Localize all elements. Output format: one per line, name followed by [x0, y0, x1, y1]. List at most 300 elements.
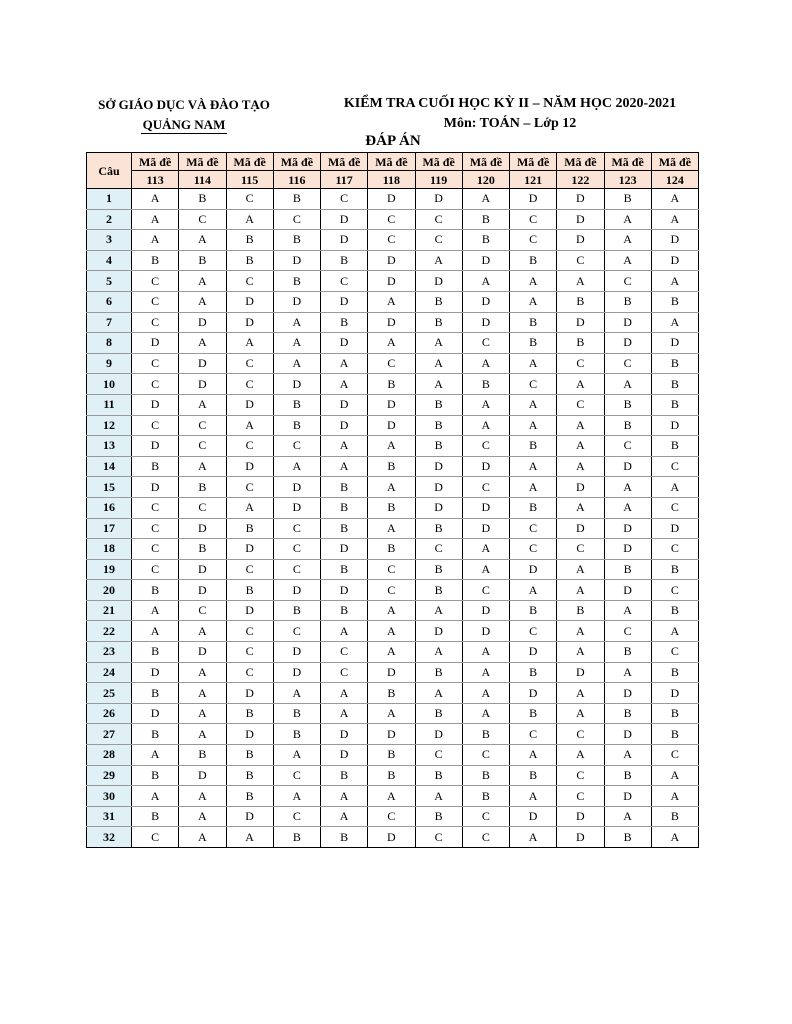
answer-cell: B — [273, 189, 320, 210]
answer-cell: D — [321, 209, 368, 230]
answer-cell: B — [226, 745, 273, 766]
answer-cell: C — [179, 415, 226, 436]
answer-cell: C — [132, 374, 179, 395]
answer-cell: D — [132, 394, 179, 415]
answer-cell: A — [368, 333, 415, 354]
answer-cell: D — [651, 230, 698, 251]
answer-cell: D — [179, 642, 226, 663]
answer-cell: D — [368, 724, 415, 745]
answer-cell: D — [557, 189, 604, 210]
question-number: 14 — [87, 456, 132, 477]
table-row — [87, 415, 699, 436]
answer-cell: D — [415, 271, 462, 292]
answer-cell: B — [510, 703, 557, 724]
answer-cell: A — [557, 436, 604, 457]
answer-cell: C — [415, 827, 462, 848]
answer-cell: B — [273, 827, 320, 848]
answer-cell: B — [415, 559, 462, 580]
answer-cell: B — [179, 189, 226, 210]
answer-cell: B — [462, 786, 509, 807]
answer-cell: B — [415, 580, 462, 601]
answer-cell: A — [510, 291, 557, 312]
exam-code: 117 — [321, 171, 368, 189]
answer-cell: D — [132, 477, 179, 498]
answer-cell: C — [321, 189, 368, 210]
answer-cell: B — [462, 765, 509, 786]
answer-cell: D — [604, 724, 651, 745]
table-row — [87, 312, 699, 333]
answer-key-table — [86, 152, 699, 848]
answer-cell: B — [321, 497, 368, 518]
answer-cell: D — [226, 312, 273, 333]
exam-code: 120 — [462, 171, 509, 189]
answer-cell: A — [179, 662, 226, 683]
question-number: 20 — [87, 580, 132, 601]
answer-cell: C — [462, 827, 509, 848]
answer-cell: D — [226, 806, 273, 827]
question-number: 11 — [87, 394, 132, 415]
answer-cell: C — [510, 209, 557, 230]
answer-cell: A — [368, 600, 415, 621]
question-number: 29 — [87, 765, 132, 786]
answer-cell: D — [179, 518, 226, 539]
table-row — [87, 209, 699, 230]
answer-cell: D — [226, 456, 273, 477]
answer-cell: D — [368, 415, 415, 436]
question-number: 15 — [87, 477, 132, 498]
answer-cell: B — [651, 559, 698, 580]
answer-cell: D — [462, 497, 509, 518]
answer-cell: A — [651, 209, 698, 230]
answer-cell: C — [226, 374, 273, 395]
answer-cell: B — [557, 600, 604, 621]
answer-cell: A — [604, 477, 651, 498]
answer-cell: B — [651, 806, 698, 827]
answer-cell: A — [368, 291, 415, 312]
answer-cell: C — [273, 209, 320, 230]
answer-cell: B — [604, 291, 651, 312]
answer-cell: D — [273, 662, 320, 683]
table-header-row — [87, 153, 699, 171]
answer-cell: D — [462, 456, 509, 477]
answer-cell: B — [321, 559, 368, 580]
answer-cell: A — [273, 353, 320, 374]
answer-cell: D — [651, 415, 698, 436]
code-label: Mã đề — [132, 153, 179, 171]
table-row — [87, 291, 699, 312]
answer-cell: A — [557, 745, 604, 766]
question-number: 6 — [87, 291, 132, 312]
answer-cell: D — [321, 580, 368, 601]
answer-cell: C — [368, 230, 415, 251]
answer-cell: B — [273, 271, 320, 292]
code-label: Mã đề — [462, 153, 509, 171]
answer-cell: D — [321, 230, 368, 251]
answer-cell: C — [132, 518, 179, 539]
answer-cell: D — [651, 333, 698, 354]
question-number: 12 — [87, 415, 132, 436]
answer-rows — [87, 189, 699, 848]
answer-cell: D — [557, 230, 604, 251]
answer-cell: D — [273, 497, 320, 518]
answer-cell: C — [226, 477, 273, 498]
table-row — [87, 189, 699, 210]
answer-cell: B — [415, 765, 462, 786]
answer-cell: A — [132, 209, 179, 230]
answer-cell: D — [368, 189, 415, 210]
answer-cell: A — [604, 662, 651, 683]
answer-cell: D — [510, 559, 557, 580]
answer-cell: D — [557, 518, 604, 539]
table-row — [87, 333, 699, 354]
answer-cell: C — [179, 436, 226, 457]
answer-cell: D — [368, 250, 415, 271]
table-row — [87, 600, 699, 621]
answer-cell: B — [226, 518, 273, 539]
answer-cell: C — [604, 621, 651, 642]
answer-cell: A — [510, 456, 557, 477]
answer-cell: B — [226, 250, 273, 271]
answer-cell: C — [226, 271, 273, 292]
answer-cell: A — [604, 600, 651, 621]
province-name: QUẢNG NAM — [142, 117, 226, 132]
answer-cell: D — [321, 333, 368, 354]
answer-cell: C — [415, 209, 462, 230]
question-number: 28 — [87, 745, 132, 766]
answer-cell: B — [368, 497, 415, 518]
answer-cell: A — [557, 642, 604, 663]
answer-cell: B — [462, 724, 509, 745]
answer-cell: D — [557, 209, 604, 230]
answer-cell: D — [273, 642, 320, 663]
answer-cell: B — [368, 456, 415, 477]
code-label: Mã đề — [368, 153, 415, 171]
answer-cell: C — [462, 580, 509, 601]
answer-cell: A — [462, 559, 509, 580]
code-label: Mã đề — [557, 153, 604, 171]
answer-cell: B — [604, 559, 651, 580]
table-row — [87, 539, 699, 560]
answer-cell: B — [179, 745, 226, 766]
answer-cell: A — [179, 456, 226, 477]
exam-code: 119 — [415, 171, 462, 189]
table-row — [87, 662, 699, 683]
answer-cell: A — [651, 312, 698, 333]
answer-cell: D — [179, 765, 226, 786]
answer-cell: A — [368, 436, 415, 457]
answer-cell: B — [604, 827, 651, 848]
answer-cell: A — [273, 333, 320, 354]
answer-cell: C — [604, 436, 651, 457]
answer-cell: A — [132, 189, 179, 210]
answer-cell: A — [368, 786, 415, 807]
answer-cell: D — [226, 394, 273, 415]
question-number: 27 — [87, 724, 132, 745]
answer-cell: C — [132, 539, 179, 560]
answer-cell: B — [651, 291, 698, 312]
answer-cell: C — [179, 600, 226, 621]
question-number: 16 — [87, 497, 132, 518]
answer-cell: A — [651, 189, 698, 210]
answer-key-title: ĐÁP ÁN — [365, 133, 421, 149]
question-number: 13 — [87, 436, 132, 457]
answer-cell: A — [557, 415, 604, 436]
question-number: 22 — [87, 621, 132, 642]
answer-cell: C — [273, 518, 320, 539]
answer-cell: C — [510, 374, 557, 395]
answer-cell: C — [510, 230, 557, 251]
answer-cell: C — [132, 415, 179, 436]
answer-cell: C — [226, 353, 273, 374]
answer-cell: D — [604, 333, 651, 354]
answer-cell: A — [557, 271, 604, 292]
answer-cell: C — [321, 662, 368, 683]
code-label: Mã đề — [651, 153, 698, 171]
answer-cell: C — [368, 209, 415, 230]
answer-cell: D — [462, 250, 509, 271]
answer-cell: C — [273, 765, 320, 786]
answer-cell: B — [132, 456, 179, 477]
question-number: 31 — [87, 806, 132, 827]
question-number: 32 — [87, 827, 132, 848]
answer-cell: C — [510, 621, 557, 642]
answer-cell: A — [651, 827, 698, 848]
table-row — [87, 230, 699, 251]
answer-cell: B — [651, 353, 698, 374]
question-number: 18 — [87, 539, 132, 560]
answer-cell: D — [321, 394, 368, 415]
answer-cell: A — [415, 683, 462, 704]
subject-line: Môn: TOÁN – Lớp 12 — [443, 116, 577, 131]
answer-cell: D — [368, 312, 415, 333]
answer-cell: C — [557, 724, 604, 745]
answer-cell: B — [604, 415, 651, 436]
answer-cell: A — [651, 786, 698, 807]
answer-cell: D — [557, 806, 604, 827]
answer-cell: B — [604, 394, 651, 415]
table-row — [87, 703, 699, 724]
answer-cell: A — [321, 786, 368, 807]
answer-cell: A — [321, 456, 368, 477]
answer-cell: D — [226, 291, 273, 312]
answer-cell: A — [462, 539, 509, 560]
answer-cell: B — [273, 724, 320, 745]
answer-cell: B — [226, 230, 273, 251]
answer-cell: D — [321, 745, 368, 766]
answer-cell: D — [557, 827, 604, 848]
answer-cell: C — [273, 559, 320, 580]
answer-cell: B — [321, 600, 368, 621]
answer-cell: C — [273, 436, 320, 457]
answer-cell: A — [557, 621, 604, 642]
answer-cell: A — [368, 518, 415, 539]
answer-cell: A — [179, 394, 226, 415]
answer-cell: D — [604, 786, 651, 807]
table-row — [87, 724, 699, 745]
answer-cell: A — [557, 374, 604, 395]
answer-cell: C — [132, 559, 179, 580]
answer-cell: D — [415, 724, 462, 745]
answer-cell: D — [510, 683, 557, 704]
answer-cell: B — [132, 806, 179, 827]
answer-cell: D — [179, 580, 226, 601]
exam-code: 118 — [368, 171, 415, 189]
answer-cell: D — [368, 827, 415, 848]
answer-cell: D — [462, 600, 509, 621]
answer-cell: B — [179, 250, 226, 271]
answer-cell: B — [651, 394, 698, 415]
answer-cell: D — [226, 600, 273, 621]
answer-cell: D — [462, 518, 509, 539]
answer-cell: C — [179, 209, 226, 230]
answer-cell: A — [179, 827, 226, 848]
answer-cell: A — [604, 250, 651, 271]
answer-cell: B — [651, 374, 698, 395]
answer-cell: A — [557, 683, 604, 704]
answer-cell: C — [226, 642, 273, 663]
table-row — [87, 250, 699, 271]
answer-cell: A — [273, 683, 320, 704]
answer-cell: C — [132, 271, 179, 292]
table-row — [87, 765, 699, 786]
table-row — [87, 394, 699, 415]
answer-cell: D — [415, 621, 462, 642]
answer-cell: D — [321, 291, 368, 312]
answer-cell: A — [321, 703, 368, 724]
answer-cell: B — [321, 477, 368, 498]
exam-code: 114 — [179, 171, 226, 189]
table-code-row — [87, 171, 699, 189]
answer-cell: C — [462, 806, 509, 827]
answer-cell: B — [510, 436, 557, 457]
answer-cell: D — [273, 374, 320, 395]
answer-cell: B — [321, 250, 368, 271]
answer-cell: B — [510, 662, 557, 683]
answer-cell: B — [368, 765, 415, 786]
table-row — [87, 642, 699, 663]
answer-cell: A — [179, 333, 226, 354]
answer-cell: D — [604, 580, 651, 601]
answer-cell: D — [415, 189, 462, 210]
answer-cell: A — [510, 477, 557, 498]
answer-cell: B — [226, 765, 273, 786]
answer-cell: D — [415, 497, 462, 518]
answer-cell: A — [273, 745, 320, 766]
answer-cell: A — [321, 436, 368, 457]
answer-cell: C — [462, 436, 509, 457]
answer-cell: A — [462, 353, 509, 374]
answer-cell: C — [226, 559, 273, 580]
table-row — [87, 621, 699, 642]
answer-cell: C — [651, 497, 698, 518]
answer-cell: A — [604, 745, 651, 766]
answer-cell: A — [415, 333, 462, 354]
answer-cell: A — [510, 580, 557, 601]
answer-cell: B — [651, 600, 698, 621]
answer-cell: D — [132, 703, 179, 724]
answer-cell: D — [226, 724, 273, 745]
answer-cell: C — [273, 806, 320, 827]
answer-cell: A — [226, 209, 273, 230]
exam-code: 124 — [651, 171, 698, 189]
answer-cell: A — [321, 353, 368, 374]
answer-cell: A — [368, 642, 415, 663]
answer-cell: A — [415, 353, 462, 374]
answer-cell: B — [273, 394, 320, 415]
answer-cell: B — [273, 703, 320, 724]
code-label: Mã đề — [321, 153, 368, 171]
answer-cell: D — [273, 250, 320, 271]
answer-cell: C — [415, 745, 462, 766]
question-number: 24 — [87, 662, 132, 683]
answer-cell: C — [510, 539, 557, 560]
answer-cell: C — [651, 456, 698, 477]
answer-cell: B — [321, 765, 368, 786]
code-label: Mã đề — [226, 153, 273, 171]
answer-cell: C — [604, 353, 651, 374]
answer-cell: C — [557, 539, 604, 560]
answer-cell: D — [415, 456, 462, 477]
question-number: 19 — [87, 559, 132, 580]
table-row — [87, 683, 699, 704]
answer-cell: D — [604, 456, 651, 477]
answer-cell: D — [321, 539, 368, 560]
answer-cell: C — [321, 271, 368, 292]
answer-cell: A — [604, 230, 651, 251]
answer-cell: A — [179, 621, 226, 642]
answer-cell: A — [415, 374, 462, 395]
question-number: 5 — [87, 271, 132, 292]
answer-cell: B — [226, 580, 273, 601]
answer-cell: D — [368, 394, 415, 415]
answer-cell: B — [415, 703, 462, 724]
answer-cell: A — [368, 621, 415, 642]
answer-cell: C — [462, 477, 509, 498]
answer-cell: A — [462, 394, 509, 415]
answer-cell: B — [368, 683, 415, 704]
answer-cell: B — [273, 600, 320, 621]
answer-cell: A — [510, 353, 557, 374]
answer-cell: A — [510, 271, 557, 292]
answer-cell: D — [510, 642, 557, 663]
answer-cell: A — [604, 209, 651, 230]
answer-cell: A — [462, 662, 509, 683]
table-row — [87, 786, 699, 807]
answer-cell: C — [415, 539, 462, 560]
answer-cell: C — [132, 291, 179, 312]
question-number: 17 — [87, 518, 132, 539]
question-number: 2 — [87, 209, 132, 230]
answer-cell: A — [651, 621, 698, 642]
answer-cell: D — [462, 291, 509, 312]
answer-cell: C — [462, 333, 509, 354]
answer-cell: C — [557, 786, 604, 807]
question-number: 9 — [87, 353, 132, 374]
answer-cell: C — [557, 250, 604, 271]
question-number: 30 — [87, 786, 132, 807]
answer-cell: D — [273, 580, 320, 601]
answer-cell: B — [226, 786, 273, 807]
answer-cell: C — [557, 394, 604, 415]
answer-cell: A — [604, 806, 651, 827]
code-label: Mã đề — [179, 153, 226, 171]
answer-cell: A — [651, 765, 698, 786]
answer-cell: A — [179, 786, 226, 807]
answer-cell: B — [415, 436, 462, 457]
answer-cell: C — [651, 642, 698, 663]
question-number: 7 — [87, 312, 132, 333]
table-row — [87, 477, 699, 498]
